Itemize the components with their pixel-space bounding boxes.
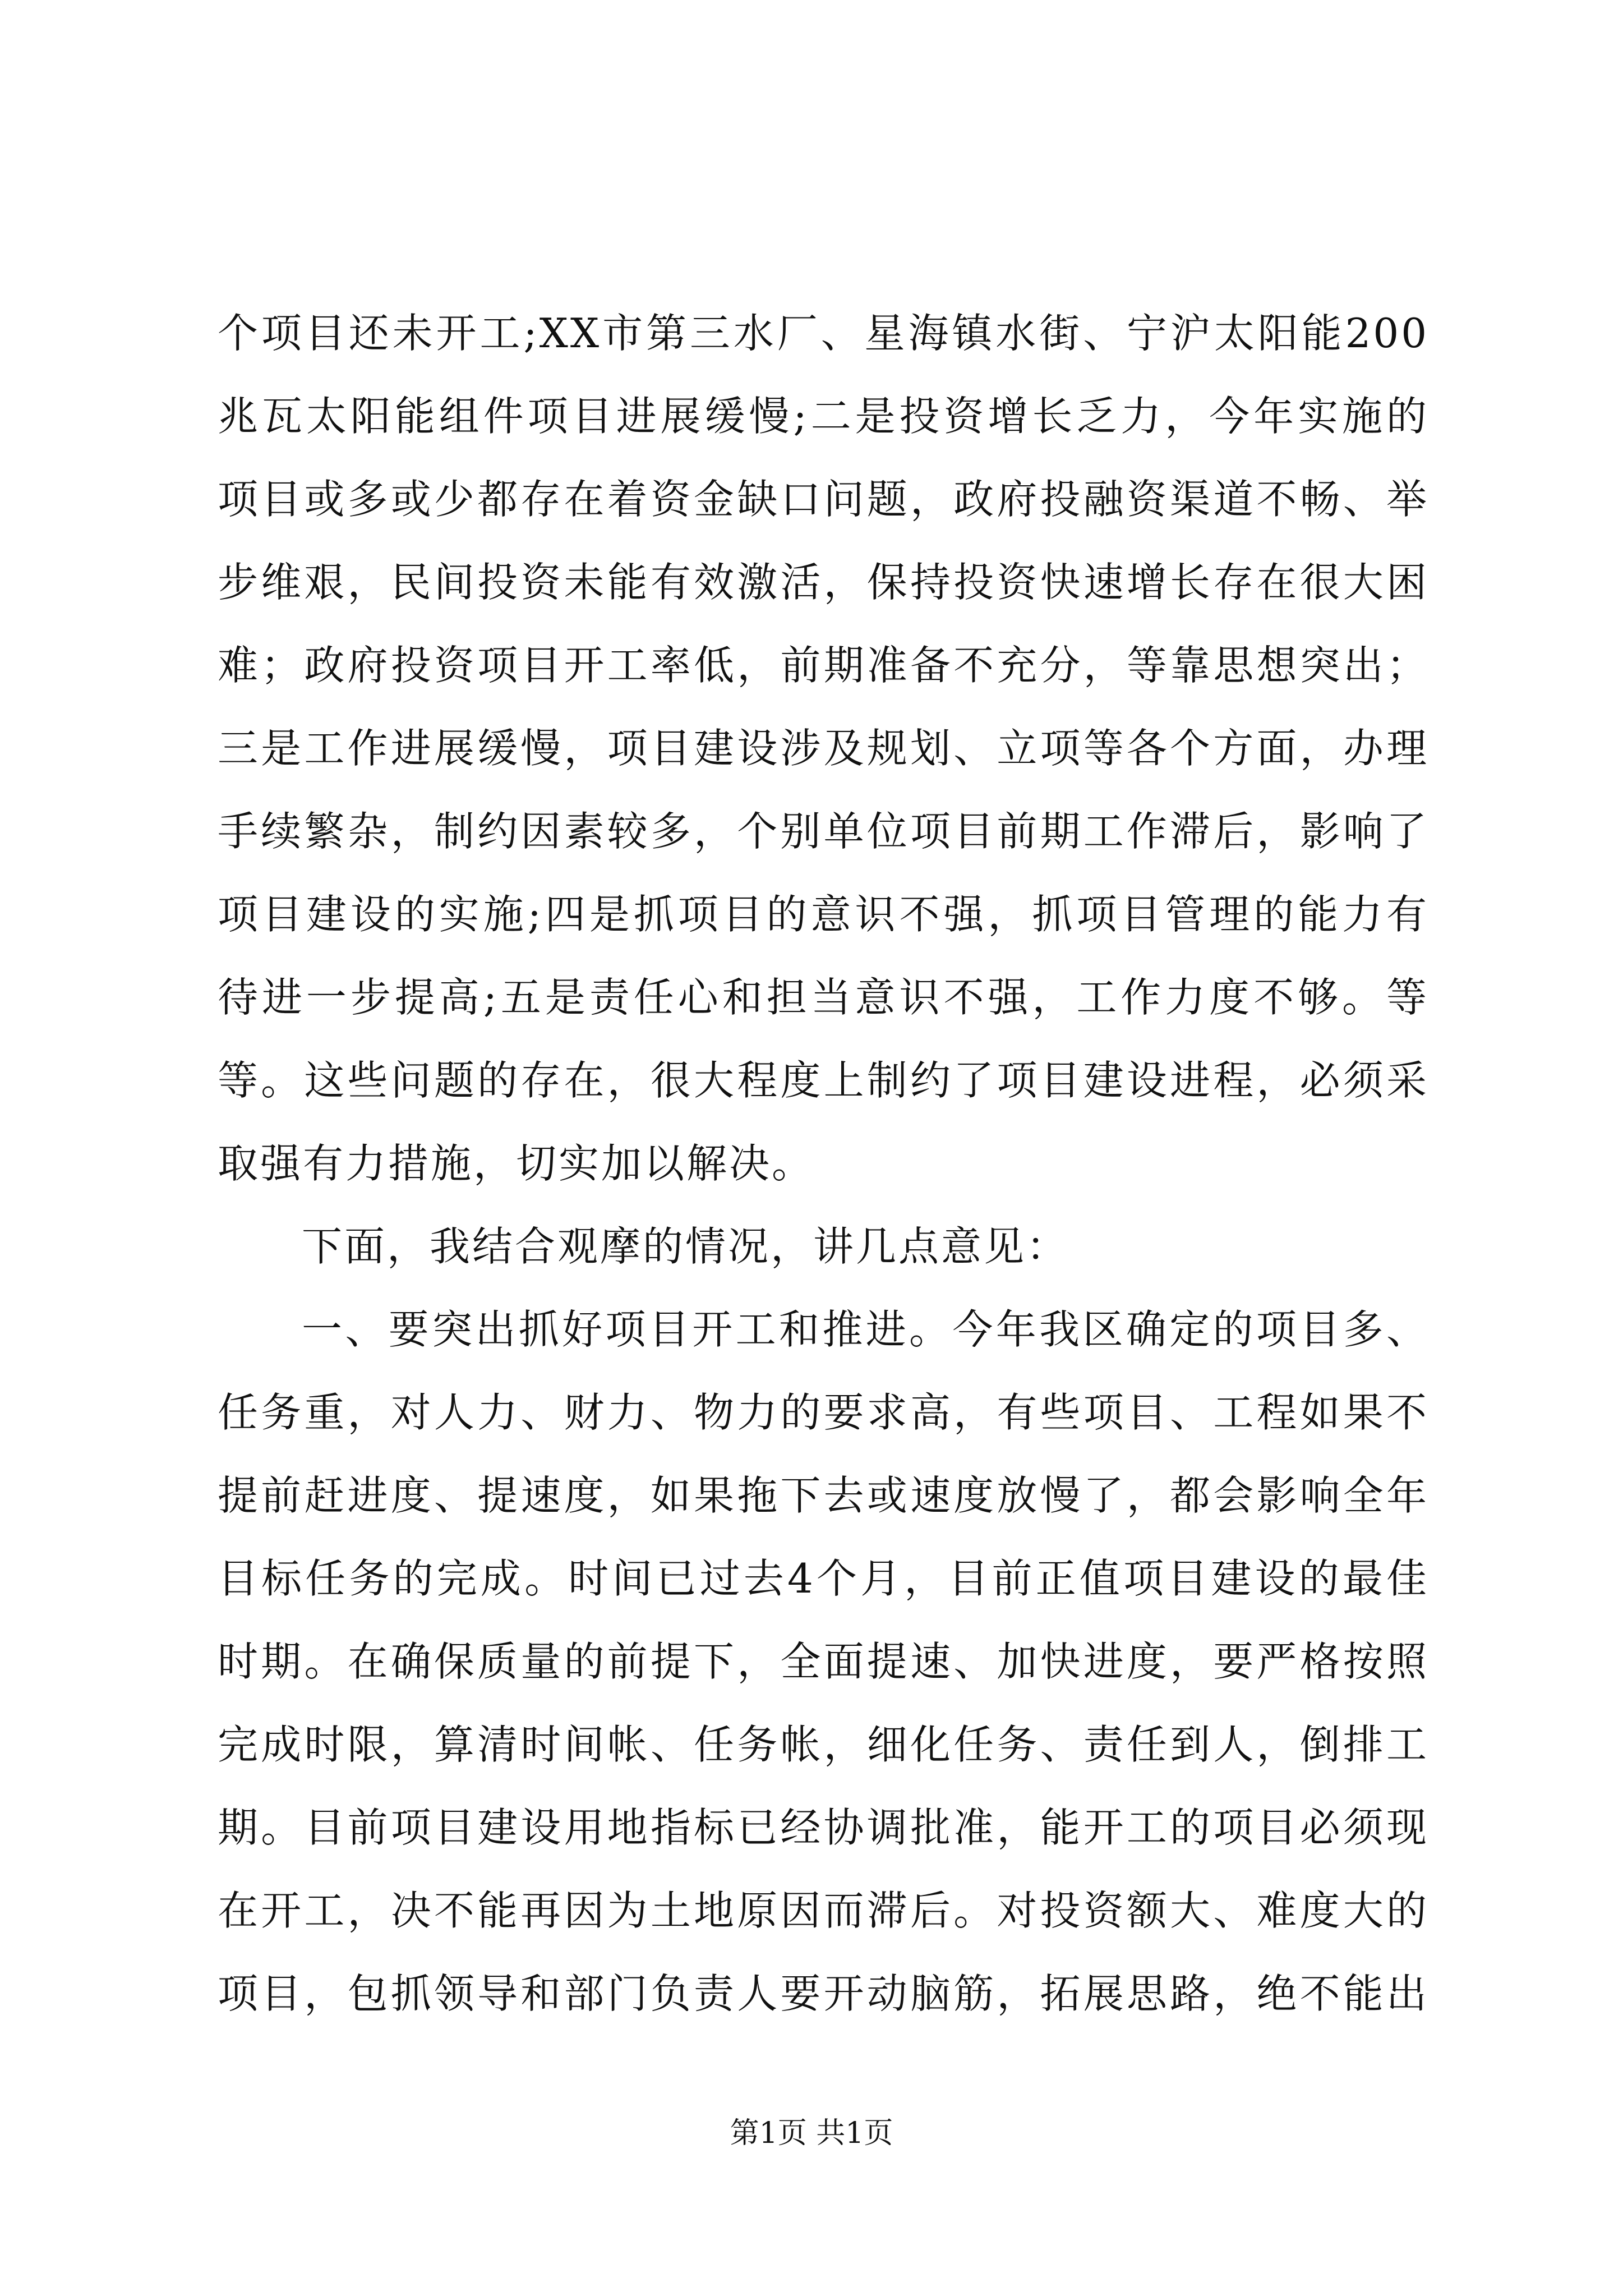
text-line: 在开工，决不能再因为土地原因而滞后。对投资额大、难度大的 xyxy=(218,1887,1429,1934)
text-line: 提前赶进度、提速度，如果拖下去或速度放慢了，都会影响全年 xyxy=(218,1472,1429,1519)
text-line: 待进一步提高;五是责任心和担当意识不强，工作力度不够。等 xyxy=(218,974,1429,1021)
text-line: 项目，包抓领导和部门负责人要开动脑筋，拓展思路，绝不能出 xyxy=(218,1970,1429,2017)
text-line: 难；政府投资项目开工率低，前期准备不充分，等靠思想突出； xyxy=(218,642,1429,689)
text-line: 个项目还未开工;XX市第三水厂、星海镇水街、宁沪太阳能200 xyxy=(218,310,1429,357)
page-footer xyxy=(0,2114,1623,2153)
paragraph-first-line: 下面，我结合观摩的情况，讲几点意见： xyxy=(302,1223,1069,1270)
text-line: 项目建设的实施;四是抓项目的意识不强，抓项目管理的能力有 xyxy=(218,891,1429,938)
text-line: 期。目前项目建设用地指标已经协调批准，能开工的项目必须现 xyxy=(218,1804,1429,1851)
text-line: 任务重，对人力、财力、物力的要求高，有些项目、工程如果不 xyxy=(218,1389,1429,1436)
text-line: 三是工作进展缓慢，项目建设涉及规划、立项等各个方面，办理 xyxy=(218,725,1429,772)
text-line: 目标任务的完成。时间已过去4个月，目前正值项目建设的最佳 xyxy=(218,1555,1429,1602)
text-line: 兆瓦太阳能组件项目进展缓慢;二是投资增长乏力，今年实施的 xyxy=(218,393,1429,440)
page-number: 第1页 共1页 xyxy=(730,2116,893,2150)
text-line: 等。这些问题的存在，很大程度上制约了项目建设进程，必须采 xyxy=(218,1057,1429,1104)
text-line: 完成时限，算清时间帐、任务帐，细化任务、责任到人，倒排工 xyxy=(218,1721,1429,1768)
text-line: 取强有力措施，切实加以解决。 xyxy=(218,1140,815,1187)
document-body xyxy=(218,292,1429,2035)
text-line: 项目或多或少都存在着资金缺口问题，政府投融资渠道不畅、举 xyxy=(218,476,1429,523)
text-line: 步维艰，民间投资未能有效激活，保持投资快速增长存在很大困 xyxy=(218,559,1429,606)
text-line: 手续繁杂，制约因素较多，个别单位项目前期工作滞后，影响了 xyxy=(218,808,1429,855)
paragraph-first-line: 一、要突出抓好项目开工和推进。今年我区确定的项目多、 xyxy=(302,1306,1429,1353)
text-line: 时期。在确保质量的前提下，全面提速、加快进度，要严格按照 xyxy=(218,1638,1429,1685)
